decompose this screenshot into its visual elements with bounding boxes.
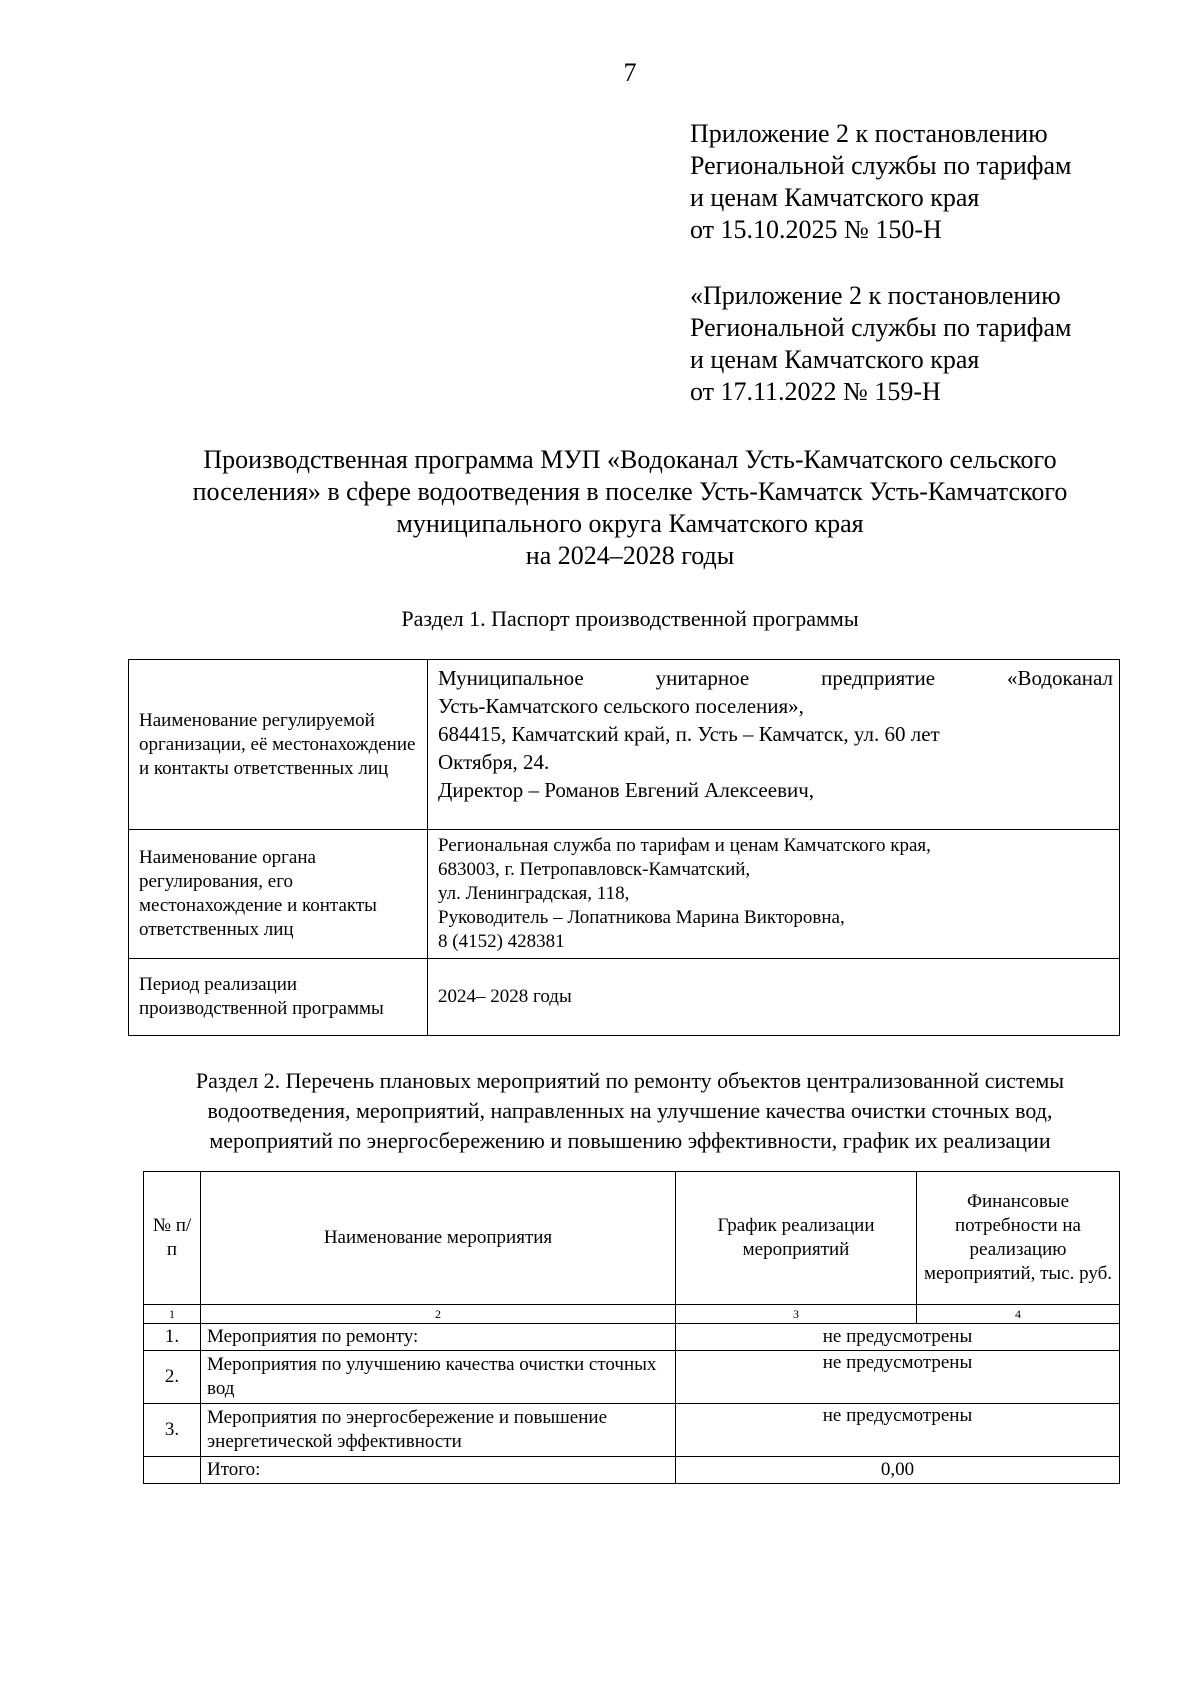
value-line: 8 (4152) 428381	[438, 931, 565, 952]
passport-value	[428, 830, 1120, 959]
annex-line: Приложение 2 к постановлению	[690, 119, 1048, 148]
annex-line: Региональной службы по тарифам	[690, 151, 1072, 180]
total-empty-cell	[144, 1457, 201, 1484]
word: унитарное	[655, 666, 750, 690]
total-value: 0,00	[676, 1457, 1120, 1484]
total-label: Итого:	[201, 1457, 676, 1484]
measures-table	[143, 1171, 1120, 1484]
value-line: ул. Ленинградская, 118,	[438, 883, 630, 904]
annex-previous-reference	[690, 280, 1170, 408]
table-row	[129, 959, 1120, 1036]
column-number: 3	[676, 1305, 917, 1324]
total-row	[144, 1457, 1120, 1484]
program-title-line: Производственная программа МУП «Водоканал Усть-Камчатского сельского	[203, 445, 1057, 474]
header-schedule: График реализации мероприятий	[676, 1172, 917, 1305]
header-number: № п/п	[144, 1172, 201, 1305]
passport-label: Наименование регулируемой организации, её местонахождение и контакты ответственных лиц	[129, 660, 428, 830]
annex-line: Региональной службы по тарифам	[690, 313, 1072, 342]
annex-line: и ценам Камчатского края	[690, 183, 980, 212]
section2-title	[130, 1066, 1130, 1156]
word: предприятие	[821, 666, 936, 690]
section2-title-line: Раздел 2. Перечень плановых мероприятий по ремонту объектов централизованной системы	[195, 1068, 1065, 1093]
column-number: 4	[917, 1305, 1120, 1324]
passport-label: Наименование органа регулирования, его местонахождение и контакты ответственных лиц	[129, 830, 428, 959]
row-name: Мероприятия по энергосбережение и повышение энергетической эффективности	[201, 1404, 676, 1457]
column-number: 2	[201, 1305, 676, 1324]
value-line: Октября, 24.	[438, 750, 550, 774]
annex-line: от 17.11.2022 № 159-Н	[690, 377, 941, 406]
value-line: Директор – Романов Евгений Алексеевич,	[438, 778, 815, 802]
program-title-line: поселения» в сфере водоотведения в поселке Усть-Камчатск Усть-Камчатского	[192, 477, 1068, 506]
table-header-row	[144, 1172, 1120, 1305]
table-row	[144, 1404, 1120, 1457]
row-number: 2.	[144, 1351, 201, 1404]
header-name: Наименование мероприятия	[201, 1172, 676, 1305]
passport-table	[128, 659, 1120, 1036]
header-financing: Финансовые потребности на реализацию мероприятий, тыс. руб.	[917, 1172, 1120, 1305]
section1-title: Раздел 1. Паспорт производственной программы	[401, 606, 859, 631]
program-title	[130, 444, 1130, 572]
annex-current-reference	[690, 118, 1170, 246]
row-value: не предусмотрены	[676, 1351, 1120, 1404]
annex-line: и ценам Камчатского края	[690, 345, 980, 374]
row-number: 1.	[144, 1324, 201, 1351]
row-number: 3.	[144, 1404, 201, 1457]
passport-value	[428, 959, 1120, 1036]
value-line: 683003, г. Петропавловск-Камчатский,	[438, 859, 751, 880]
table-row	[129, 660, 1120, 830]
section2-title-line: водоотведения, мероприятий, направленных на улучшение качества очистки сточных вод,	[207, 1098, 1053, 1123]
column-number: 1	[144, 1305, 201, 1324]
table-row	[129, 830, 1120, 959]
value-line: 684415, Камчатский край, п. Усть – Камчатск, ул. 60 лет	[438, 722, 940, 746]
word: «Водоканал	[1006, 666, 1113, 690]
value-line: 2024– 2028 годы	[438, 986, 572, 1007]
program-title-line: на 2024–2028 годы	[525, 541, 735, 570]
row-name: Мероприятия по ремонту:	[201, 1324, 676, 1351]
row-value: не предусмотрены	[676, 1404, 1120, 1457]
word: Муниципальное	[438, 666, 584, 690]
annex-line: «Приложение 2 к постановлению	[690, 281, 1061, 310]
table-row	[144, 1324, 1120, 1351]
row-value: не предусмотрены	[676, 1324, 1120, 1351]
justified-line	[438, 664, 1113, 692]
section2-title-line: мероприятий по энергосбережению и повышению эффективности, график их реализации	[209, 1128, 1051, 1153]
value-line: Региональная служба по тарифам и ценам Камчатского края,	[438, 835, 931, 856]
row-name: Мероприятия по улучшению качества очистки сточных вод	[201, 1351, 676, 1404]
passport-label: Период реализации производственной программы	[129, 959, 428, 1036]
value-line: Усть-Камчатского сельского поселения»,	[438, 694, 804, 718]
program-title-line: муниципального округа Камчатского края	[396, 509, 864, 538]
passport-value	[428, 660, 1120, 830]
column-number-row	[144, 1305, 1120, 1324]
annex-line: от 15.10.2025 № 150-Н	[690, 215, 942, 244]
page-number: 7	[623, 58, 637, 87]
table-row	[144, 1351, 1120, 1404]
value-line: Руководитель – Лопатникова Марина Викторовна,	[438, 907, 845, 928]
